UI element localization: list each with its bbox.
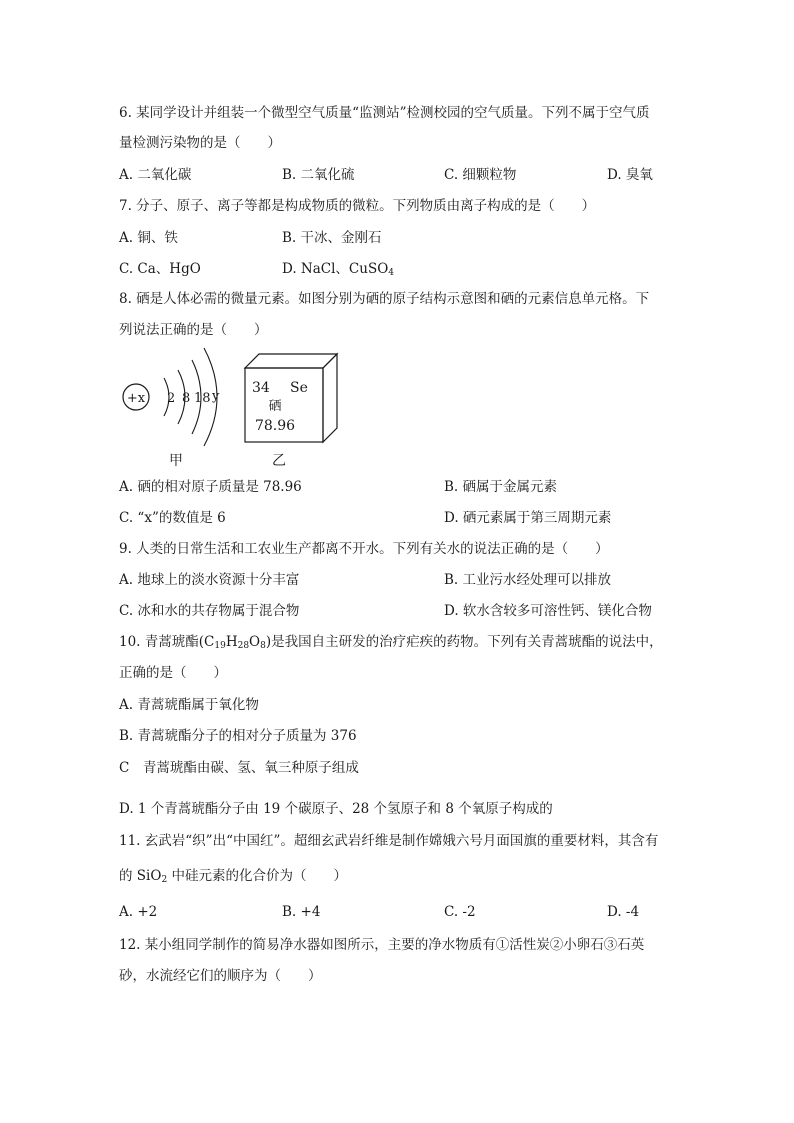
q8-option-b: B. 硒属于金属元素 [444, 479, 558, 495]
cube-top [245, 354, 337, 368]
q12-stem-line1: 12. 某小组同学制作的简易净水器如图所示，主要的净水物质有①活性炭②小卵石③石英 [119, 937, 645, 953]
q6-option-a: A. 二氧化碳 [119, 167, 192, 183]
q7-option-c: C. Ca、HgO [119, 261, 201, 277]
shell-count-4: y [212, 389, 220, 404]
q10-stem-line1: 10. 青蒿琥酯$(C_{19}H_{28}O_8)$是我国自主研发的治疗疟疾的药物。下列有关青蒿琥酯的说法中， [119, 634, 663, 651]
q11-stem-line2: 的 SiO$_2$ 中硅元素的化合价为（ ） [119, 868, 347, 885]
shell-count-2: 8 [182, 391, 191, 406]
q6-option-d: D. 臭氧 [607, 167, 653, 183]
shell-count-1: 2 [167, 391, 176, 406]
q9-option-d: D. 软水含较多可溶性钙、镁化合物 [444, 603, 652, 619]
q10-option-d: D. 1 个青蒿琥酯分子由 19 个碳原子、28 个氢原子和 8 个氧原子构成的 [119, 801, 553, 817]
q10-option-c: C 青蒿琥酯由碳、氢、氧三种原子组成 [119, 760, 359, 776]
element-symbol: Se [290, 380, 308, 396]
q6-option-b: B. 二氧化硫 [282, 167, 355, 183]
q6-option-c: C. 细颗粒物 [444, 167, 517, 183]
q7-stem: 7. 分子、原子、离子等都是构成物质的微粒。下列物质由离子构成的是（ ） [119, 198, 596, 214]
q9-option-c: C. 冰和水的共存物属于混合物 [119, 603, 300, 619]
q9-option-b: B. 工业污水经处理可以排放 [444, 572, 612, 588]
q7-option-a: A. 铜、铁 [119, 230, 178, 246]
q7-option-b: B. 干冰、金刚石 [282, 230, 382, 246]
q8-option-d: D. 硒元素属于第三周期元素 [444, 510, 612, 526]
q10-option-b: B. 青蒿琥酯分子的相对分子质量为 376 [119, 728, 357, 744]
q9-stem: 9. 人类的日常生活和工农业生产都离不开水。下列有关水的说法正确的是（ ） [119, 541, 609, 557]
q6-stem-line2: 量检测污染物的是（ ） [119, 135, 281, 151]
cube-side [323, 354, 337, 442]
nucleus-label: +x [126, 391, 146, 406]
q11-stem-line1: 11. 玄武岩“织”出“中国红”。超细玄武岩纤维是制作嫦娥六号月面国旗的重要材料，其含有 [119, 833, 659, 849]
selenium-figure [112, 340, 412, 475]
q11-option-a: A. +2 [119, 904, 158, 920]
q11-option-c: C. -2 [444, 904, 476, 920]
q12-stem-line2: 砂，水流经它们的顺序为（ ） [119, 968, 322, 984]
q9-option-a: A. 地球上的淡水资源十分丰富 [119, 572, 300, 588]
q8-option-a: A. 硒的相对原子质量是 78.96 [119, 479, 302, 495]
atom-structure-diagram [112, 340, 412, 475]
q10-option-a: A. 青蒿琥酯属于氧化物 [119, 697, 259, 713]
element-number: 34 [252, 380, 270, 396]
q6-stem-line1: 6. 某同学设计并组装一个微型空气质量“监测站”检测校园的空气质量。下列不属于空气质 [119, 105, 650, 121]
element-name: 硒 [268, 399, 282, 414]
q8-stem-line2: 列说法正确的是（ ） [119, 322, 268, 338]
caption-left: 甲 [169, 453, 183, 469]
q7-option-d: D. NaCl、CuSO$_4$ [282, 261, 395, 278]
q8-stem-line1: 8. 硒是人体必需的微量元素。如图分别为硒的原子结构示意图和硒的元素信息单元格。下 [119, 291, 650, 307]
q10-stem-line2: 正确的是（ ） [119, 665, 227, 681]
atomic-mass: 78.96 [254, 418, 296, 434]
shell-count-3: 18 [194, 391, 211, 406]
q8-option-c: C. “x”的数值是 6 [119, 510, 226, 526]
caption-right: 乙 [272, 453, 286, 469]
q11-option-d: D. -4 [607, 904, 640, 920]
q11-option-b: B. +4 [282, 904, 321, 920]
